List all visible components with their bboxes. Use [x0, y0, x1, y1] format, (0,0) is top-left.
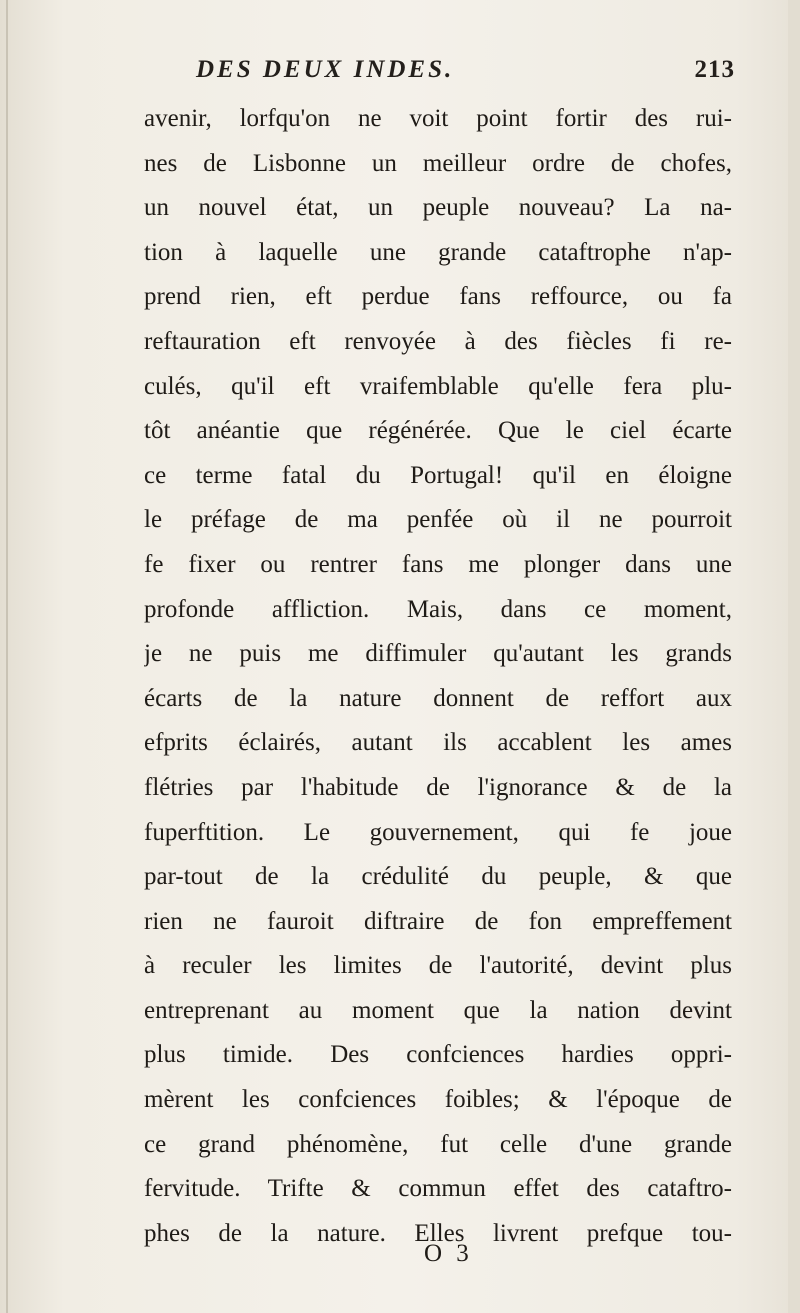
text-line: mèrent les confciences foibles; & l'époque de — [144, 1086, 732, 1114]
text-line: nes de Lisbonne un meilleur ordre de chofes, — [144, 149, 732, 177]
text-line: entreprenant au moment que la nation devint — [144, 996, 732, 1024]
text-line: écarts de la nature donnent de reffort aux — [144, 684, 732, 712]
text-line: prend rien, eft perdue fans reffource, ou fa — [144, 283, 732, 311]
text-line: culés, qu'il eft vraifemblable qu'elle fera plu- — [144, 372, 732, 400]
text-line: fe fixer ou rentrer fans me plonger dans une — [144, 550, 732, 578]
text-line: rien ne fauroit diftraire de fon empreffement — [144, 907, 732, 935]
body-text — [144, 97, 732, 1256]
page-edge — [788, 0, 800, 1313]
page-gutter — [6, 0, 8, 1313]
text-line: par-tout de la crédulité du peuple, & que — [144, 863, 732, 891]
signature-mark: O 3 — [424, 1240, 473, 1267]
text-line: tion à laquelle une grande cataftrophe n'ap- — [144, 238, 732, 266]
running-head — [196, 56, 761, 96]
text-line: ce grand phénomène, fut celle d'une grande — [144, 1130, 732, 1158]
text-line: tôt anéantie que régénérée. Que le ciel écarte — [144, 417, 732, 445]
text-line: fuperftition. Le gouvernement, qui fe joue — [144, 818, 732, 846]
text-line: je ne puis me diffimuler qu'autant les grands — [144, 640, 732, 668]
text-line: reftauration eft renvoyée à des fiècles fi re- — [144, 327, 732, 355]
text-line: efprits éclairés, autant ils accablent les ames — [144, 729, 732, 757]
text-line: à reculer les limites de l'autorité, devint plus — [144, 952, 732, 980]
text-line: phes de la nature. Elles livrent prefque tou- — [144, 1219, 732, 1247]
text-line: flétries par l'habitude de l'ignorance & de la — [144, 773, 732, 801]
text-line: ce terme fatal du Portugal! qu'il en éloigne — [144, 461, 732, 489]
running-title: DES DEUX INDES. — [196, 56, 455, 83]
text-line: avenir, lorfqu'on ne voit point fortir des rui- — [144, 105, 732, 132]
text-line: plus timide. Des confciences hardies oppri- — [144, 1041, 732, 1069]
text-line: un nouvel état, un peuple nouveau? La na- — [144, 194, 732, 222]
text-line: fervitude. Trifte & commun effet des cataftro- — [144, 1175, 732, 1203]
text-line: le préfage de ma penfée où il ne pourroit — [144, 506, 732, 534]
page-number: 213 — [694, 56, 735, 83]
text-line: profonde affliction. Mais, dans ce moment, — [144, 595, 732, 623]
